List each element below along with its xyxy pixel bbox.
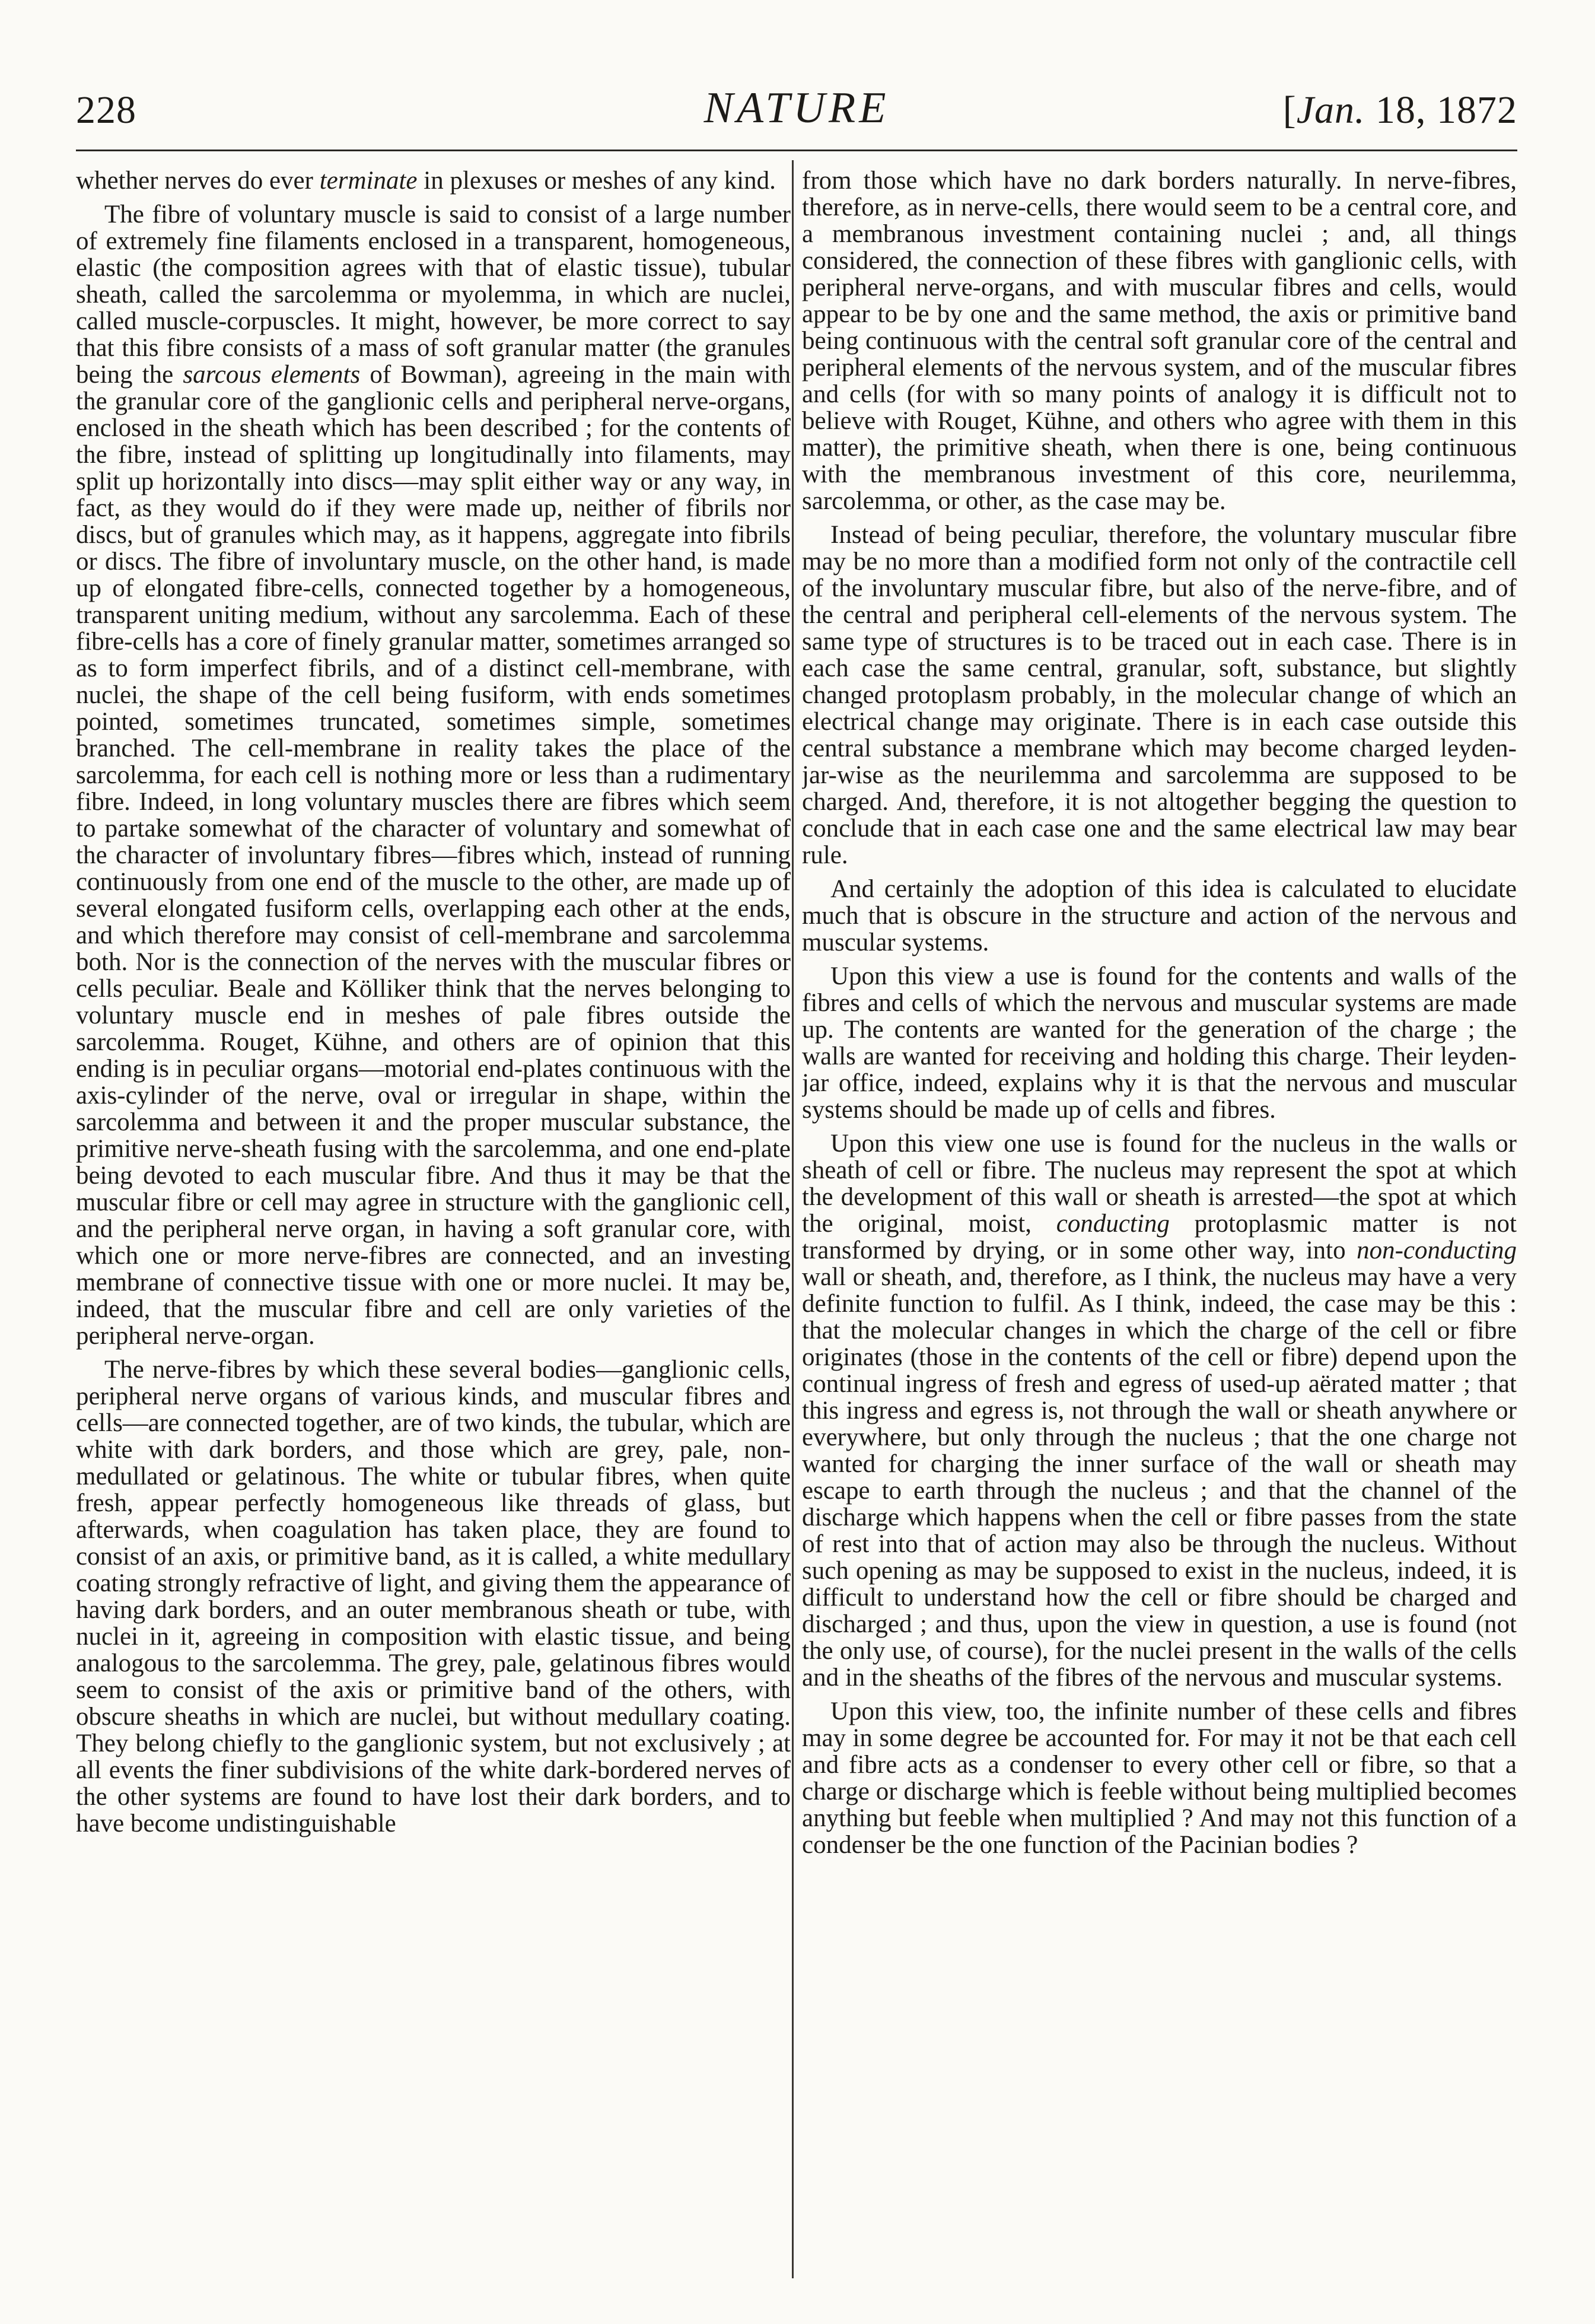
page-header [76, 83, 1517, 142]
paragraph [802, 963, 1517, 1123]
text-run: wall or sheath, and, therefore, as I think, the nucleus may have a very definite function to fulfil. As I think, indeed, the case may be this : that the molecular changes in which the charge of the cell or fibre originates (those in the contents of the cell or fibre) depend upon the continual ingress of fresh and egress of used-up aërated matter ; that this ingress and egress is, not through the wall or sheath anywhere or everywhere, but only through the nucleus ; that the one charge not wanted for charging the inner surface of the wall or sheath may escape to earth through the nucleus ; and that the channel of the discharge which happens when the cell or fibre passes from the state of rest into that of action may also be through the nucleus. Without such opening as may be supposed to exist in the nucleus, indeed, it is difficult to understand how the cell or fibre should be charged and discharged ; and thus, upon the view in question, a use is found (not the only use, of course), for the nuclei present in the walls of the cells and in the sheaths of the fibres of the nervous and muscular systems. [802, 1263, 1517, 1692]
date-rest: 18, 1872 [1365, 88, 1517, 132]
text-run: And certainly the adoption of this idea is calculated to elucidate much that is obscure in the structure and action of the nervous and muscular systems. [802, 875, 1517, 956]
paragraph [802, 1698, 1517, 1858]
header-rule [76, 150, 1517, 151]
italic-text: sarcous elements [183, 361, 361, 389]
paragraph [802, 522, 1517, 869]
italic-text: terminate [319, 167, 418, 195]
text-run: in plexuses or meshes of any kind. [417, 167, 776, 195]
right-column [802, 167, 1517, 2280]
paragraph [802, 1130, 1517, 1691]
text-run: Instead of being peculiar, therefore, the voluntary muscular fibre may be no more than a modified form not only of the contractile cell of the involuntary muscular fibre, but also of the nerve-fibre, and of the central and peripheral cell-elements of the nervous system. The same type of structures is to be traced out in each case. There is in each case the same central, granular, soft, substance, but slightly changed protoplasm probably, in the molecular change of which an electrical change may originate. There is in each case outside this central substance a membrane which may become charged leyden-jar-wise as the neurilemma and sarcolemma are supposed to be charged. And, therefore, it is not altogether begging the question to conclude that in each case one and the same electrical law may bear rule. [802, 521, 1517, 869]
paragraph [802, 167, 1517, 514]
text-run: The fibre of voluntary muscle is said to consist of a large number of extremely fine filaments enclosed in a transparent, homogeneous, elastic (the composition agrees with that of elastic tissue), tubular sheath, called the sarcolemma or myolemma, in which are nuclei, called muscle-corpuscles. It might, however, be more correct to say that this fibre consists of a mass of soft granular matter (the granules being the [76, 201, 791, 389]
issue-date [1283, 88, 1517, 133]
text-run: Upon this view one use is found for the nucleus in the walls or sheath of cell or fibre. The nucleus may represent the spot at which the development of this wall or sheath is arrested—the spot at which the original, moist, [802, 1130, 1517, 1238]
text-run: Upon this view, too, the infinite number of these cells and fibres may in some degree be accounted for. For may it not be that each cell and fibre acts as a condenser to every other cell or fibre, so that a charge or discharge which is feeble without being multiplied becomes anything but feeble when multiplied ? And may not this function of a condenser be the one function of the Pacinian bodies ? [802, 1697, 1517, 1859]
italic-text: non-conducting [1357, 1236, 1517, 1264]
text-run: from those which have no dark borders naturally. In nerve-fibres, therefore, as in nerve-cells, there would seem to be a central core, and a membranous investment containing nuclei ; and, all things considered, the connection of these fibres with ganglionic cells, with peripheral nerve-organs, and with muscular fibres and cells, would appear to be by one and the same method, the axis or primitive band being continuous with the central soft granular core of the central and peripheral elements of the nervous system, and of the muscular fibres and cells (for with so many points of analogy it is difficult not to believe with Rouget, Kühne, and others who agree with them in this matter), the primitive sheath, when there is one, being continuous with the membranous investment of this core, neurilemma, sarcolemma, or other, as the case may be. [802, 167, 1517, 515]
text-run: protoplasmic matter is not transformed by drying, or in some other way, into [802, 1210, 1517, 1264]
date-bracket: [ [1282, 88, 1297, 132]
left-column [76, 167, 791, 2280]
paragraph [76, 1356, 791, 1837]
text-run: whether nerves do ever [76, 167, 320, 195]
date-month: Jan. [1296, 88, 1365, 132]
column-divider [792, 160, 794, 2278]
text-run: The nerve-fibres by which these several bodies—ganglionic cells, peripheral nerve organs of various kinds, and muscular fibres and cells—are connected together, are of two kinds, the tubular, which are white with dark borders, and those which are grey, pale, non-medullated or gelatinous. The white or tubular fibres, when quite fresh, appear perfectly homogeneous like threads of glass, but afterwards, when coagulation has taken place, they are found to consist of an axis, or primitive band, as it is called, a white medullary coating strongly refractive of light, and giving them the appearance of having dark borders, and an outer membranous sheath or tube, with nuclei in it, agreeing in composition with elastic tissue, and being analogous to the sarcolemma. The grey, pale, gelatinous fibres would seem to consist of the axis or primitive band of the others, with obscure sheaths in which are nuclei, but without medullary coating. They belong chiefly to the ganglionic system, but not exclusively ; at all events the finer subdivisions of the white dark-bordered nerves of the other systems are found to have lost their dark borders, and to have become undistinguishable [76, 1356, 791, 1837]
page-number: 228 [76, 88, 136, 132]
paragraph [76, 167, 791, 194]
text-run: of Bowman), agreeing in the main with the granular core of the ganglionic cells and peripheral nerve-organs, enclosed in the sheath which has been described ; for the contents of the fibre, instead of splitting up longitudinally into filaments, may split up horizontally into discs—may split either way or any way, in fact, as they would do if they were made up, neither of fibrils nor discs, but of granules which may, as it happens, aggregate into fibrils or discs. The fibre of involuntary muscle, on the other hand, is made up of elongated fibre-cells, connected together by a homogeneous, transparent uniting medium, without any sarcolemma. Each of these fibre-cells has a core of finely granular matter, sometimes arranged so as to form imperfect fibrils, and of a distinct cell-membrane, with nuclei, the shape of the cell being fusiform, with ends sometimes pointed, sometimes truncated, sometimes simple, sometimes branched. The cell-membrane in reality takes the place of the sarcolemma, for each cell is nothing more or less than a rudimentary fibre. Indeed, in long voluntary muscles there are fibres which seem to partake somewhat of the character of voluntary and somewhat of the character of involuntary fibres—fibres which, instead of running continuously from one end of the muscle to the other, are made up of several elongated fusiform cells, overlapping each other at the ends, and which therefore may consist of cell-membrane and sarcolemma both. Nor is the connection of the nerves with the muscular fibres or cells peculiar. Beale and Kölliker think that the nerves belonging to voluntary muscle end in meshes of pale fibres outside the sarcolemma. Rouget, Kühne, and others are of opinion that this ending is in peculiar organs—motorial end-plates continuous with the axis-cylinder of the nerve, oval or irregular in shape, within the sarcolemma and between it and the proper muscular substance, the primitive nerve-sheath fusing with the sarcolemma, and one end-plate being devoted to each muscular fibre. And thus it may be that the muscular fibre or cell may agree in structure with the ganglionic cell, and the peripheral nerve organ, in having a soft granular core, with which one or more nerve-fibres are connected, and an investing membrane of connective tissue with one or more nuclei. It may be, indeed, that the muscular fibre and cell are only varieties of the peripheral nerve-organ. [76, 361, 791, 1350]
paragraph [802, 876, 1517, 956]
journal-title: NATURE [703, 84, 890, 132]
paragraph [76, 201, 791, 1349]
text-run: Upon this view a use is found for the contents and walls of the fibres and cells of which the nervous and muscular systems are made up. The contents are wanted for the generation of the charge ; the walls are wanted for receiving and holding this charge. Their leyden-jar office, indeed, explains why it is that the nervous and muscular systems should be made up of cells and fibres. [802, 962, 1517, 1124]
italic-text: conducting [1056, 1210, 1170, 1238]
